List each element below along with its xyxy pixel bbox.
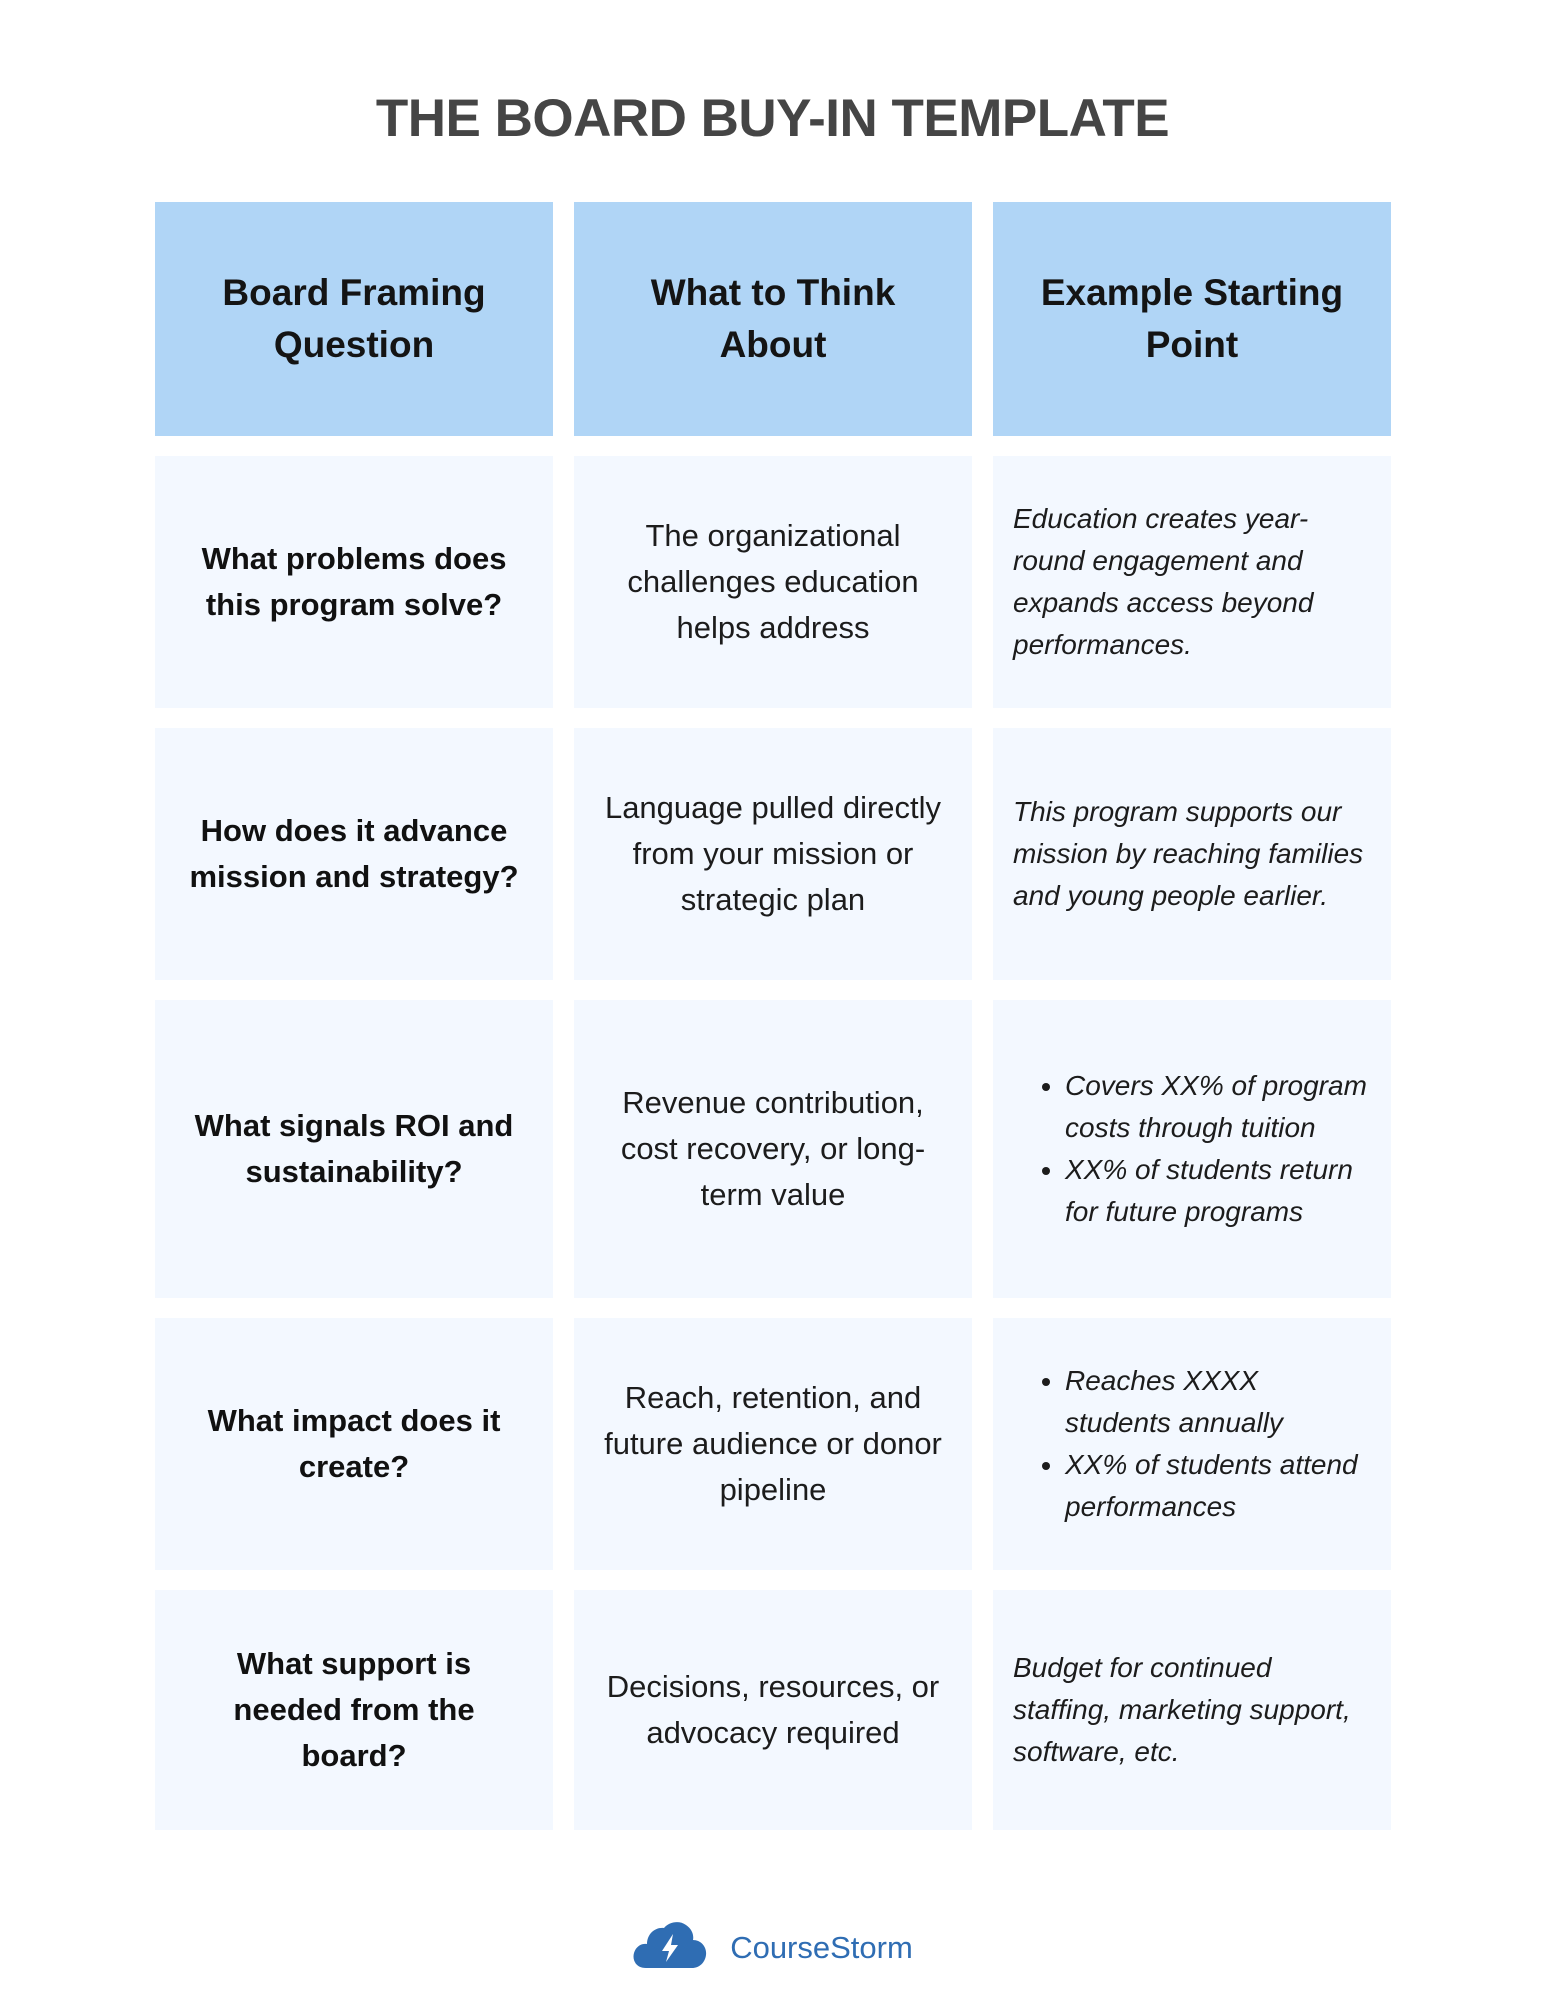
think-text: Revenue contribution, cost recovery, or long-term value [620, 1085, 926, 1212]
example-cell [993, 1318, 1391, 1570]
think-text: The organizational challenges education helps address [627, 518, 919, 645]
think-cell [574, 1318, 972, 1570]
question-cell [155, 1318, 553, 1570]
question-cell [155, 1000, 553, 1298]
think-text: Reach, retention, and future audience or donor pipeline [604, 1380, 942, 1507]
question-text: How does it advance mission and strategy? [189, 813, 519, 894]
question-text: What impact does it create? [207, 1403, 501, 1484]
think-cell [574, 728, 972, 980]
header-example-starting-point [993, 202, 1391, 436]
template-table [155, 202, 1391, 1830]
page-title: THE BOARD BUY-IN TEMPLATE [375, 89, 1170, 148]
footer-brand [0, 1920, 1545, 1975]
question-text: What support is needed from the board? [233, 1646, 475, 1773]
header-label: Example Starting Point [1040, 272, 1344, 365]
think-cell [574, 456, 972, 708]
example-bullet: • XX% of students return for future programs [1065, 1149, 1369, 1233]
header-label: What to Think About [650, 272, 896, 365]
example-cell [993, 728, 1391, 980]
question-text: What signals ROI and sustainability? [194, 1108, 514, 1189]
header-what-to-think-about [574, 202, 972, 436]
example-bullet-list [1013, 1360, 1369, 1528]
example-bullet: • Covers XX% of program costs through tuition [1065, 1065, 1369, 1149]
brand-name: CourseStorm [730, 1929, 913, 1965]
example-text: This program supports our mission by reaching families and young people earlier. [1013, 796, 1364, 911]
example-text: Budget for continued staffing, marketing support, software, etc. [1013, 1652, 1351, 1767]
example-cell [993, 1590, 1391, 1830]
example-cell [993, 456, 1391, 708]
think-cell [574, 1000, 972, 1298]
question-cell [155, 728, 553, 980]
example-bullet-list [1013, 1065, 1369, 1233]
question-cell [155, 1590, 553, 1830]
think-text: Decisions, resources, or advocacy required [606, 1669, 940, 1750]
cloud-lightning-icon [632, 1920, 708, 1975]
question-text: What problems does this program solve? [201, 541, 507, 622]
think-text: Language pulled directly from your mission or strategic plan [604, 790, 942, 917]
example-bullet: • Reaches XXXX students annually [1065, 1360, 1369, 1444]
question-cell [155, 456, 553, 708]
example-cell [993, 1000, 1391, 1298]
example-text: Education creates year-round engagement and expands access beyond performances. [1013, 503, 1314, 660]
think-cell [574, 1590, 972, 1830]
header-label: Board Framing Question [222, 272, 486, 365]
header-board-framing-question [155, 202, 553, 436]
example-bullet: • XX% of students attend performances [1065, 1444, 1369, 1528]
